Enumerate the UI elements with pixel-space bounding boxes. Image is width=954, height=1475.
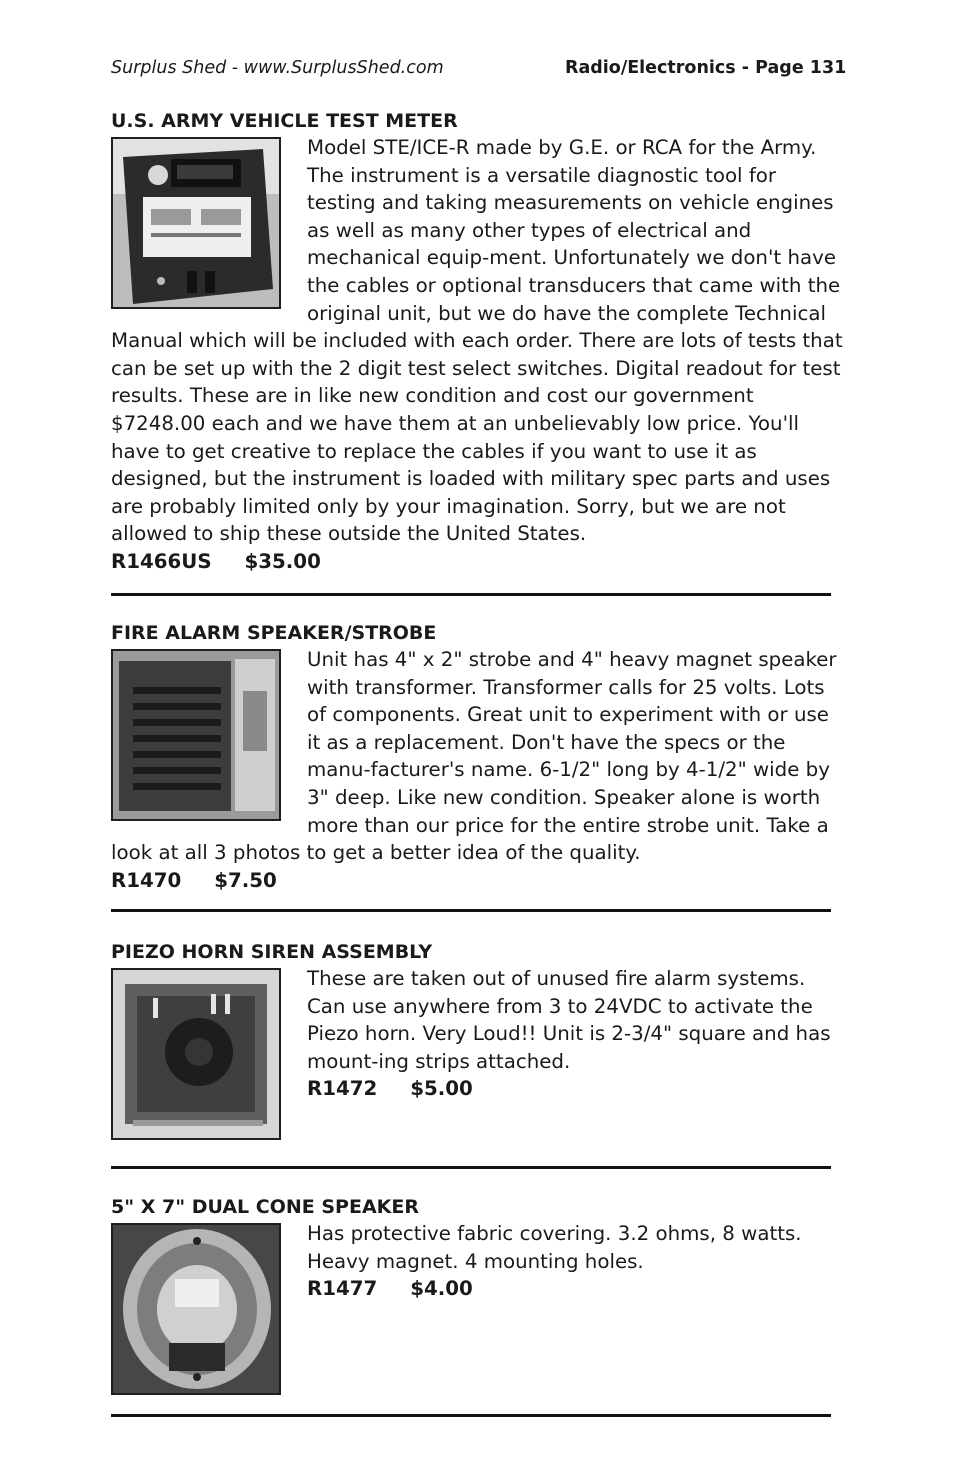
product-test-meter — [111, 108, 846, 576]
header-site: Surplus Shed - www.SurplusShed.com — [111, 58, 444, 78]
strobe-photo — [111, 649, 281, 821]
header-page-label: Radio/Electronics - Page 131 — [565, 58, 847, 78]
speaker-photo — [111, 1223, 281, 1395]
product-sku: R1472 — [307, 1077, 378, 1101]
product-dual-cone-speaker — [111, 1194, 846, 1395]
product-price: $5.00 — [410, 1077, 473, 1101]
product-price: $7.50 — [214, 868, 277, 892]
product-title: FIRE ALARM SPEAKER/STROBE — [111, 622, 437, 644]
product-title: U.S. ARMY VEHICLE TEST METER — [111, 110, 458, 132]
product-description: Model STE/ICE-R made by G.E. or RCA for the Army. The instrument is a versatile diagnostic tool for testing and taking measurements on vehicle engines as well as many other types of electrical and mechanical equip-ment. Unfortunately we don't have the cables or optional transducers that came with the original unit, but we do have the complete Technical Manual which will be included with each order. There are lots of tests that can be set up with the 2 digit test select switches. Digital readout for test results. These are in like new condition and cost our government $7248.00 each and we have them at an unbelievably low price. You'll have to get creative to replace the cables if you want to use it as designed, but the instrument is loaded with military spec parts and uses are probably limited only by your imagination. Sorry, but we are not allowed to ship these outside the United States. — [111, 136, 843, 546]
product-sku: R1466US — [111, 549, 212, 573]
piezo-photo — [111, 968, 281, 1140]
product-fire-alarm-strobe — [111, 620, 846, 894]
product-description: Has protective fabric covering. 3.2 ohms, 8 watts. Heavy magnet. 4 mounting holes. — [307, 1222, 802, 1273]
section-divider — [111, 909, 831, 912]
product-piezo-siren — [111, 939, 846, 1140]
product-description: These are taken out of unused fire alarm systems. Can use anywhere from 3 to 24VDC to activate the Piezo horn. Very Loud!! Unit is 2-3/4" square and has mount-ing strips attached. — [307, 967, 831, 1073]
test-meter-photo — [111, 137, 281, 309]
section-divider — [111, 1414, 831, 1417]
product-title: PIEZO HORN SIREN ASSEMBLY — [111, 941, 433, 963]
product-description: Unit has 4" x 2" strobe and 4" heavy magnet speaker with transformer. Transformer calls for 25 volts. Lots of components. Great unit to experiment with or use it as a replacement. Don't have the specs or the manu-facturer's name. 6-1/2" long by 4-1/2" wide by 3" deep. Like new condition. Speaker alone is worth more than our price for the entire strobe unit. Take a look at all 3 photos to get a better idea of the quality. — [111, 648, 837, 865]
product-price: $4.00 — [410, 1277, 473, 1301]
product-sku: R1477 — [307, 1277, 378, 1301]
product-price: $35.00 — [244, 549, 321, 573]
product-sku-price — [111, 867, 846, 895]
product-title: 5" X 7" DUAL CONE SPEAKER — [111, 1196, 419, 1218]
section-divider — [111, 1166, 831, 1169]
product-sku-price — [111, 548, 846, 576]
section-divider — [111, 593, 831, 596]
product-sku: R1470 — [111, 868, 182, 892]
